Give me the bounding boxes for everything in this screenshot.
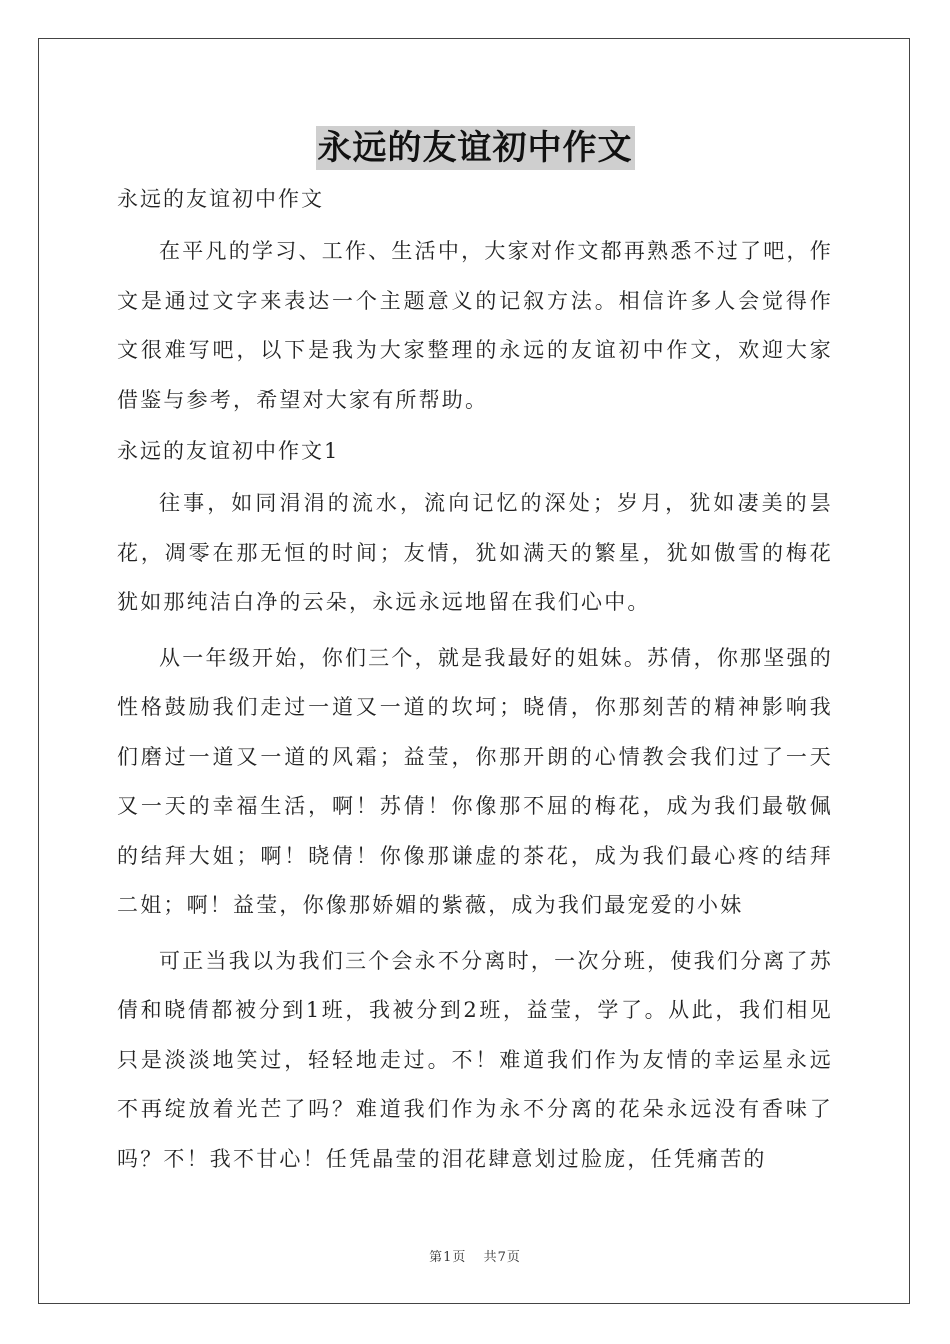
body-paragraph-1: 往事，如同涓涓的流水，流向记忆的深处；岁月，犹如凄美的昙花，凋零在那无恒的时间；友情，犹如满天的繁星，犹如傲雪的梅花犹如那纯洁白净的云朵，永远永远地留在我们心中。 bbox=[117, 491, 833, 614]
page-total: 共7页 bbox=[483, 1250, 521, 1265]
intro-paragraph: 在平凡的学习、工作、生活中，大家对作文都再熟悉不过了吧，作文是通过文字来表达一个主题意义的记叙方法。相信许多人会觉得作文很难写吧，以下是我为大家整理的永远的友谊初中作文，欢迎大家借鉴与参考，希望对大家有所帮助。 bbox=[117, 239, 833, 412]
document-subtitle: 永远的友谊初中作文 bbox=[117, 187, 324, 211]
page-number: 第1页 bbox=[429, 1250, 467, 1265]
body-paragraph-2: 从一年级开始，你们三个，就是我最好的姐妹。苏倩，你那坚强的性格鼓励我们走过一道又一道的坎坷；晓倩，你那刻苦的精神影响我们磨过一道又一道的风霜；益莹，你那开朗的心情教会我们过了一天又一天的幸福生活，啊！苏倩！你像那不屈的梅花，成为我们最敬佩的结拜大姐；啊！晓倩！你像那谦虚的茶花，成为我们最心疼的结拜二姐；啊！益莹，你像那娇媚的紫薇，成为我们最宠爱的小妹 bbox=[117, 645, 833, 917]
page-footer bbox=[0, 1246, 950, 1265]
document-body bbox=[117, 179, 833, 1184]
section-heading: 永远的友谊初中作文1 bbox=[117, 439, 340, 463]
title-container bbox=[0, 126, 950, 170]
document-title: 永远的友谊初中作文 bbox=[317, 128, 633, 168]
body-paragraph-3: 可正当我以为我们三个会永不分离时，一次分班，使我们分离了苏倩和晓倩都被分到1班，我被分到2班，益莹，学了。从此，我们相见只是淡淡地笑过，轻轻地走过。不！难道我们作为友情的幸运星永远不再绽放着光芒了吗？难道我们作为永不分离的花朵永远没有香味了吗？不！我不甘心！任凭晶莹的泪花肆意划过脸庞，任凭痛苦的 bbox=[117, 948, 833, 1171]
